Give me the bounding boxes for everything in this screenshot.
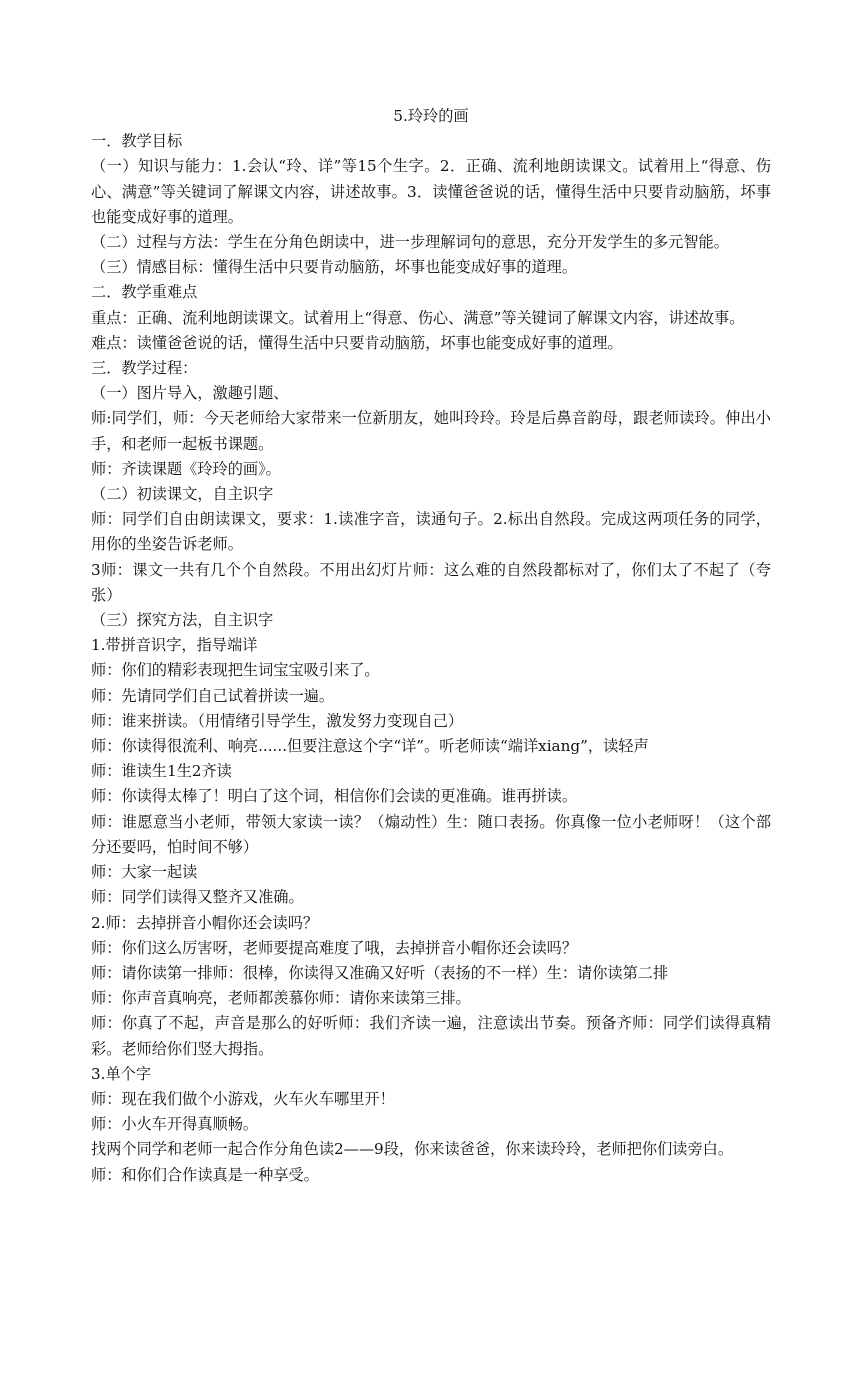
paragraph: 3师：课文一共有几个个自然段。不用出幻灯片师：这么难的自然段都标对了，你们太了不起了（夸张） xyxy=(91,560,771,604)
paragraph: 重点：正确、流利地朗读课文。试着用上“得意、伤心、满意”等关键词了解课文内容，讲述故事。 xyxy=(91,308,745,327)
paragraph: 师：你读得很流利、响亮......但要注意这个字“详”。听老师读“端详xiang”，读轻声 xyxy=(91,737,649,756)
paragraph: 师：你声音真响亮，老师都羡慕你师：请你来读第三排。 xyxy=(91,989,471,1008)
paragraph: 师：你们这么厉害呀，老师要提高难度了哦，去掉拼音小帽你还会读吗？ xyxy=(91,938,577,957)
paragraph: （二）初读课文，自主识字 xyxy=(91,485,274,504)
paragraph: （三）探究方法，自主识字 xyxy=(91,611,274,630)
paragraph: 一．教学目标 xyxy=(91,132,183,151)
paragraph: （一）图片导入，激趣引题、 xyxy=(91,384,289,403)
paragraph: 找两个同学和老师一起合作分角色读2——9段，你来读爸爸，你来读玲玲，老师把你们读旁白。 xyxy=(91,1140,734,1159)
paragraph: 师：齐读课题《玲玲的画》。 xyxy=(91,459,281,478)
document-body xyxy=(91,129,771,1188)
paragraph: 师：谁读生1生2齐读 xyxy=(91,762,232,781)
paragraph: 师：请你读第一排师：很棒，你读得又准确又好听（表扬的不一样）生：请你读第二排 xyxy=(91,963,669,982)
paragraph: 师：和你们合作读真是一种享受。 xyxy=(91,1165,319,1184)
paragraph: 师：同学们读得又整齐又准确。 xyxy=(91,888,304,907)
paragraph: 师：谁来拼读。（用情绪引导学生，激发努力变现自己） xyxy=(91,711,464,730)
paragraph: 师：大家一起读 xyxy=(91,863,198,882)
paragraph: 师：你读得太棒了！明白了这个词，相信你们会读的更准确。谁再拼读。 xyxy=(91,787,577,806)
paragraph: 1.带拼音识字，指导端详 xyxy=(91,636,258,655)
paragraph: 师：你真了不起，声音是那么的好听师：我们齐读一遍，注意读出节奏。预备齐师：同学们读得真精彩。老师给你们竖大拇指。 xyxy=(91,1014,771,1058)
paragraph: （二）过程与方法：学生在分角色朗读中，进一步理解词句的意思，充分开发学生的多元智能。 xyxy=(91,233,729,252)
document-page xyxy=(91,104,771,1188)
paragraph: 二．教学重难点 xyxy=(91,283,198,302)
paragraph: 师：先请同学们自己试着拼读一遍。 xyxy=(91,686,334,705)
paragraph: 师：现在我们做个小游戏，火车火车哪里开！ xyxy=(91,1089,395,1108)
paragraph: 师：谁愿意当小老师，带领大家读一读？（煽动性）生：随口表扬。你真像一位小老师呀！（这个部分还要吗，怕时间不够） xyxy=(91,812,771,856)
document-title: 5.玲玲的画 xyxy=(393,107,469,125)
paragraph: （一）知识与能力：1.会认“玲、详”等15个生字。2．正确、流利地朗读课文。试着用上“得意、伤心、满意”等关键词了解课文内容，讲述故事。3．读懂爸爸说的话，懂得生活中只要肯动脑筋，坏事也能变成好事的道理。 xyxy=(91,157,771,226)
paragraph: 2.师：去掉拼音小帽你还会读吗？ xyxy=(91,913,319,932)
paragraph: 师：小火车开得真顺畅。 xyxy=(91,1115,259,1134)
paragraph: 师:同学们，师：今天老师给大家带来一位新朋友，她叫玲玲。玲是后鼻音韵母，跟老师读玲。伸出小手，和老师一起板书课题。 xyxy=(91,409,771,453)
paragraph: 师：同学们自由朗读课文，要求：1.读准字音，读通句子。2.标出自然段。完成这两项任务的同学，用你的坐姿告诉老师。 xyxy=(91,510,771,554)
paragraph: （三）情感目标：懂得生活中只要肯动脑筋，坏事也能变成好事的道理。 xyxy=(91,258,577,277)
paragraph: 三．教学过程： xyxy=(91,359,198,378)
paragraph: 难点：读懂爸爸说的话，懂得生活中只要肯动脑筋，坏事也能变成好事的道理。 xyxy=(91,333,623,352)
paragraph: 师：你们的精彩表现把生词宝宝吸引来了。 xyxy=(91,661,380,680)
paragraph: 3.单个字 xyxy=(91,1064,152,1083)
